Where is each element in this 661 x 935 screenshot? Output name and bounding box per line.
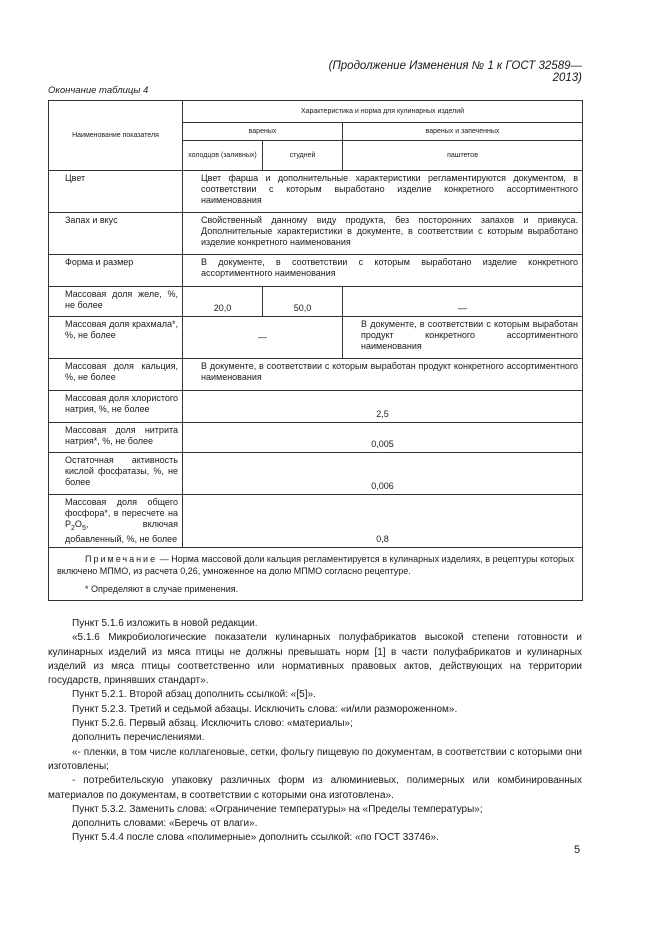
header-cold: холодцов (заливных)	[183, 141, 263, 171]
header-pates: паштетов	[343, 141, 583, 171]
amendment-text	[48, 617, 582, 846]
paragraph: дополнить словами: «Беречь от влаги».	[72, 818, 258, 830]
row-name: Массовая доля желе, %, не более	[49, 287, 183, 317]
row-value: 0,8	[183, 495, 583, 548]
note-text: — Норма массовой доли кальция регламентируется в кулинарных изделиях, в рецептуры которых включено МПМО, из расчета 0,26, умноженное на долю МПМО согласно рецептуре.	[57, 553, 575, 576]
cell-pates: В документе, в соответствии с которым выработан продукт конкретного ассортиментного наименования	[343, 317, 583, 359]
table-row	[49, 255, 583, 287]
page-number: 5	[574, 844, 581, 856]
paragraph: Пункт 5.2.3. Третий и седьмой абзацы. Исключить слова: «и/или размороженном».	[72, 703, 458, 715]
paragraph: Пункт 5.4.4 после слова «полимерные» дополнить ссылкой: «по ГОСТ 33746».	[72, 832, 439, 844]
table-row	[49, 287, 583, 317]
cell-studni: 50,0	[263, 287, 343, 317]
row-name: Массовая доля общего фосфора*, в пересчете на $P_2O_5$, включая добавленный, %, не более	[49, 495, 183, 548]
note-label: Примечание	[85, 553, 158, 564]
table-caption: Окончание таблицы 4	[48, 85, 149, 96]
row-value: В документе, в соответствии с которым выработан продукт конкретного ассортиментного наименования	[183, 359, 583, 391]
row-value: 0,005	[183, 423, 583, 453]
paragraph: Пункт 5.1.6 изложить в новой редакции.	[72, 618, 258, 629]
row-name: Запах и вкус	[49, 213, 183, 255]
row-value: В документе, в соответствии с которым выработано изделие конкретного ассортиментного наименования	[183, 255, 583, 287]
document-header: (Продолжение Изменения № 1 к ГОСТ 32589—2013)	[328, 60, 582, 84]
row-name: Массовая доля крахмала*, %, не более	[49, 317, 183, 359]
header-main: Характеристика и норма для кулинарных изделий	[183, 101, 583, 123]
paragraph: - потребительскую упаковку различных форм из алюминиевых, полимерных или комбинированных материалов по документам, в соответствии с которыми она изготовлена».	[48, 775, 582, 801]
paragraph: «- пленки, в том числе коллагеновые, сетки, фольгу пищевую по документам, в соответствии с которыми они изготовлены;	[48, 746, 582, 772]
row-name: Массовая доля кальция, %, не более	[49, 359, 183, 391]
row-name: Цвет	[49, 171, 183, 213]
cell-pates: —	[343, 287, 583, 317]
table-row	[49, 213, 583, 255]
cell-boiled: —	[183, 317, 343, 359]
table-note	[49, 547, 583, 600]
paragraph: Пункт 5.2.6. Первый абзац. Исключить слово: «материалы»;	[72, 718, 353, 730]
row-name: Форма и размер	[49, 255, 183, 287]
paragraph: Пункт 5.2.1. Второй абзац дополнить ссылкой: «[5]».	[72, 689, 316, 701]
row-value: 2,5	[183, 391, 583, 423]
table-row	[49, 391, 583, 423]
header-boiled: вареных	[183, 123, 343, 141]
header-name: Наименование показателя	[49, 101, 183, 171]
table-4	[48, 100, 583, 601]
note-row	[49, 547, 583, 600]
row-value: Свойственный данному виду продукта, без посторонних запахов и привкуса. Дополнительные характеристики в документе, в соответствии с которым выработано изделие конкретного наименования	[183, 213, 583, 255]
row-value: Цвет фарша и дополнительные характеристики регламентируются документом, в соответствии с которым выработано изделие конкретного ассортиментного наименования	[183, 171, 583, 213]
header-studni: студней	[263, 141, 343, 171]
footnote: * Определяют в случае применения.	[85, 583, 239, 594]
table-row	[49, 453, 583, 495]
table-row	[49, 317, 583, 359]
table-row	[49, 495, 583, 548]
paragraph: дополнить перечислениями.	[72, 732, 205, 744]
table-row	[49, 171, 583, 213]
paragraph: Пункт 5.3.2. Заменить слова: «Ограничение температуры» на «Пределы температуры»;	[72, 803, 483, 815]
paragraph: «5.1.6 Микробиологические показатели кулинарных полуфабрикатов высокой степени готовности и кулинарных изделий из мяса птицы не должны превышать норм [1] в части полуфабрикатов и кулинарных изделий из мяса птицы соответственно или нормативных правовых актов, действующих на территории государств, принявших стандарт».	[48, 632, 582, 687]
row-value: 0,006	[183, 453, 583, 495]
row-name: Остаточная активность кислой фосфатазы, %, не более	[49, 453, 183, 495]
table-row	[49, 359, 583, 391]
row-name: Массовая доля нитрита натрия*, %, не более	[49, 423, 183, 453]
header-boiled-baked: вареных и запеченных	[343, 123, 583, 141]
cell-cold: 20,0	[183, 287, 263, 317]
row-name: Массовая доля хлористого натрия, %, не более	[49, 391, 183, 423]
table-row	[49, 423, 583, 453]
